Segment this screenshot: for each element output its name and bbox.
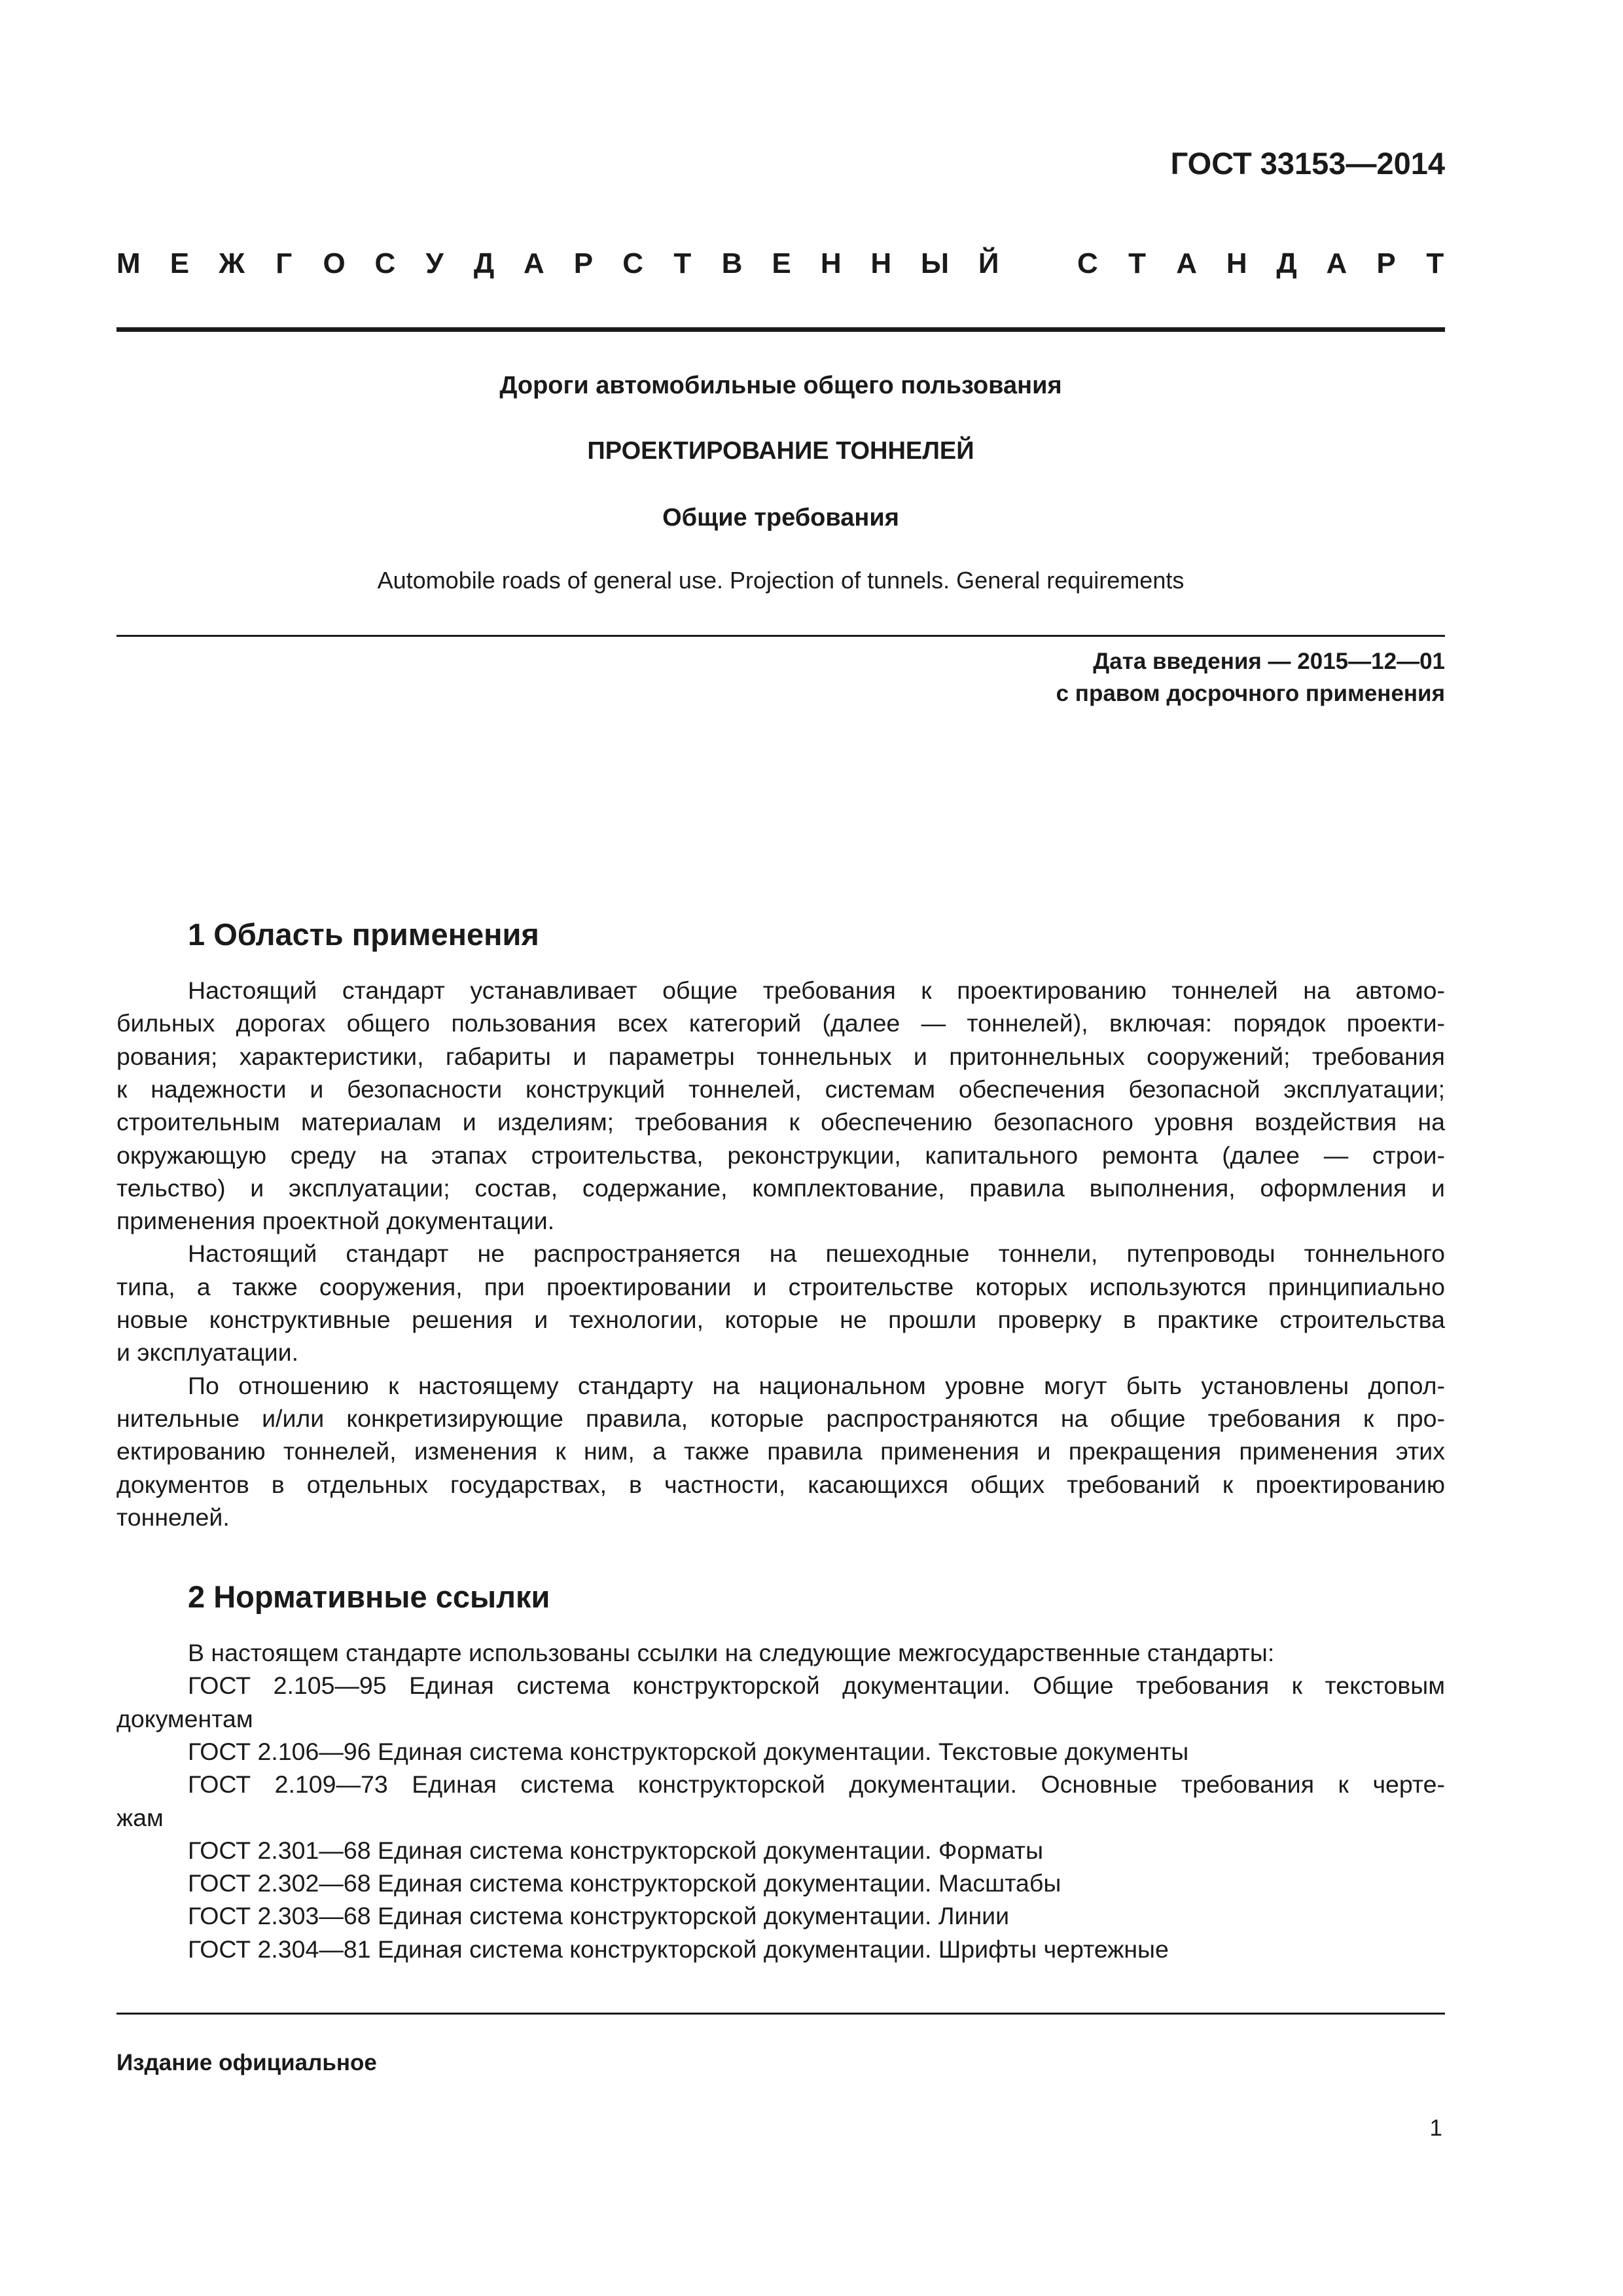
text-line: Настоящий стандарт устанавливает общие требования к проектированию тоннелей на автомо- (188, 977, 1445, 1004)
text-line: жам (116, 1803, 164, 1831)
standard-type-letter: М (116, 247, 141, 279)
title-main: Дороги автомобильные общего пользования (499, 372, 1062, 399)
official-edition-label: Издание официальное (116, 2050, 377, 2075)
text-line: ГОСТ 2.302—68 Единая система конструкторской документации. Масштабы (188, 1869, 1061, 1897)
standard-type-letter: С (1077, 247, 1098, 279)
text-line: ГОСТ 2.304—81 Единая система конструкторской документации. Шрифты чертежные (188, 1935, 1169, 1963)
text-line: новые конструктивные решения и технологии, которые не прошли проверку в практике строительства (116, 1306, 1445, 1333)
text-line: ектированию тоннелей, изменения к ним, а также правила применения и прекращения применения этих (116, 1437, 1445, 1465)
standard-type-letter: Г (276, 247, 293, 279)
early-application-note: с правом досрочного применения (1056, 681, 1445, 706)
text-line: типа, а также сооружения, при проектировании и строительстве которых используются принципиально (116, 1272, 1445, 1300)
text-line: и эксплуатации. (116, 1338, 299, 1367)
standard-type-letter: Й (978, 247, 999, 279)
text-line: ГОСТ 2.105—95 Единая система конструкторской документации. Общие требования к текстовым (188, 1672, 1445, 1700)
standard-type-letter: С (374, 247, 396, 279)
standard-type-letter: Н (1226, 247, 1247, 279)
text-line: рования; характеристики, габариты и параметры тоннельных и притоннельных сооружений; требования (116, 1042, 1445, 1070)
standard-type-letter: У (425, 247, 444, 279)
text-line: бильных дорогах общего пользования всех категорий (далее — тоннелей), включая: порядок проекти- (116, 1009, 1445, 1037)
page-number: 1 (1429, 2115, 1442, 2141)
text-line: В настоящем стандарте использованы ссылки на следующие межгосударственные стандарты: (188, 1639, 1275, 1666)
standard-type-letter: Н (870, 247, 892, 279)
standard-type-letter: Д (1276, 247, 1297, 279)
standard-type-letter: Ж (219, 247, 245, 279)
standard-type-letter: Т (673, 247, 692, 279)
section-1-heading: 1 Область применения (188, 917, 539, 952)
text-line: к надежности и безопасности конструкций тоннелей, системам обеспечения безопасной эксплуатации; (116, 1075, 1445, 1103)
standard-type-letter: Р (1376, 247, 1396, 279)
standard-type-letter: Р (573, 247, 594, 279)
text-line: применения проектной документации. (116, 1207, 555, 1235)
text-line: ГОСТ 2.301—68 Единая система конструкторской документации. Форматы (188, 1836, 1044, 1864)
text-line: ГОСТ 2.109—73 Единая система конструкторской документации. Основные требования к черте- (188, 1770, 1445, 1799)
text-line: нительные и/или конкретизирующие правила, которые распространяются на общие требования к про- (116, 1404, 1445, 1432)
standard-type-letter: Н (820, 247, 842, 279)
standard-type-letter: Д (473, 247, 495, 279)
title-part: Общие требования (662, 504, 899, 531)
title-divider (116, 635, 1445, 637)
standard-type-heading (116, 247, 1445, 280)
standard-type-letter: Т (1426, 247, 1444, 279)
header-divider (116, 327, 1445, 332)
text-line: окружающую среду на этапах строительства, реконструкции, капитального ремонта (далее — строи- (116, 1141, 1445, 1169)
standard-type-letter: О (323, 247, 346, 279)
text-line: строительным материалам и изделиям; требования к обеспечению безопасного уровня воздействия на (116, 1108, 1445, 1136)
standard-type-letter: А (523, 247, 544, 279)
section-2-heading: 2 Нормативные ссылки (188, 1579, 550, 1614)
introduction-date: Дата введения — 2015—12—01 (1093, 649, 1445, 674)
text-line: Настоящий стандарт не распространяется на пешеходные тоннели, путепроводы тоннельного (188, 1240, 1445, 1268)
standard-type-letter: С (622, 247, 644, 279)
text-line: ГОСТ 2.106—96 Единая система конструкторской документации. Текстовые документы (188, 1737, 1189, 1765)
standard-type-letter: В (721, 247, 743, 279)
title-sub: ПРОЕКТИРОВАНИЕ ТОННЕЛЕЙ (587, 437, 974, 465)
standard-type-letter: Ы (920, 247, 950, 279)
standard-type-letter: А (1326, 247, 1347, 279)
document-number: ГОСТ 33153—2014 (1170, 146, 1445, 181)
text-line: тельство) и эксплуатации; состав, содержание, комплектование, правила выполнения, оформления и (116, 1174, 1445, 1202)
title-english: Automobile roads of general use. Projection of tunnels. General requirements (377, 567, 1185, 594)
standard-type-letter: Т (1128, 247, 1146, 279)
standard-type-letter (1028, 247, 1048, 280)
standard-type-letter: Е (169, 247, 190, 279)
text-line: По отношению к настоящему стандарту на национальном уровне могут быть установлены допол- (188, 1371, 1445, 1399)
standard-type-letter: А (1176, 247, 1198, 279)
standard-type-letter: Е (772, 247, 791, 279)
footer-divider (116, 2013, 1445, 2015)
text-line: документов в отдельных государствах, в частности, касающихся общих требований к проектированию (116, 1470, 1445, 1498)
text-line: ГОСТ 2.303—68 Единая система конструкторской документации. Линии (188, 1902, 1010, 1930)
text-line: тоннелей. (116, 1503, 230, 1531)
text-line: документам (116, 1704, 253, 1732)
